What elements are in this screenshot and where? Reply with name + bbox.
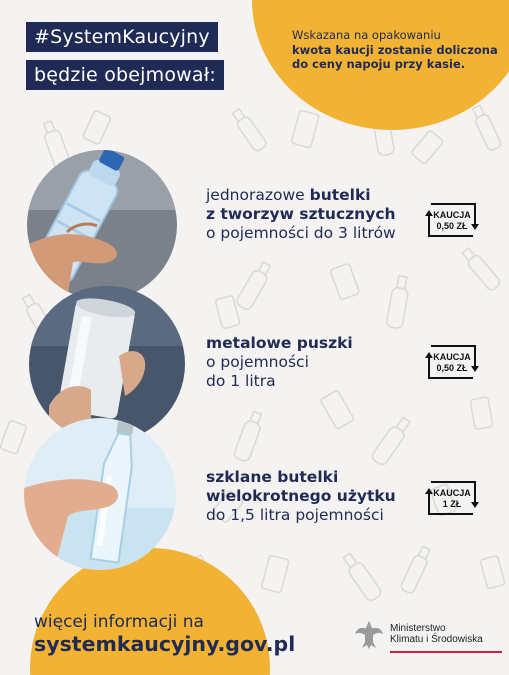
item-2-line-3: do 1 litra bbox=[206, 372, 276, 390]
deposit-return-icon bbox=[425, 342, 479, 382]
ministry-logo bbox=[354, 618, 483, 650]
plastic-bottle-photo bbox=[27, 150, 177, 300]
deposit-value: 0,50 ZŁ bbox=[436, 363, 468, 373]
item-metal-cans-text bbox=[206, 334, 353, 391]
ministry-name-line-2: Klimatu i Środowiska bbox=[390, 634, 483, 645]
polish-eagle-emblem-icon bbox=[354, 618, 384, 650]
ministry-name bbox=[390, 623, 483, 646]
website-link[interactable]: systemkaucyjny.gov.pl bbox=[34, 632, 296, 656]
item-2-line-2: o pojemności bbox=[206, 353, 309, 371]
item-2-line-1: metalowe puszki bbox=[206, 334, 353, 352]
headline-subtitle: będzie obejmował: bbox=[26, 60, 224, 90]
item-1-line-2: z tworzyw sztucznych bbox=[206, 205, 396, 223]
item-1-line-1-bold: butelki bbox=[309, 186, 371, 204]
item-3-line-1: szklane butelki bbox=[206, 468, 339, 486]
deposit-badge-cans bbox=[425, 342, 479, 382]
deposit-return-icon bbox=[425, 200, 479, 240]
ministry-name-line-1: Ministerstwo bbox=[390, 622, 446, 634]
item-glass-bottles-text bbox=[206, 468, 396, 525]
ministry-red-line bbox=[390, 651, 502, 653]
item-3-line-2: wielokrotnego użytku bbox=[206, 487, 396, 505]
deposit-label: KAUCJA bbox=[433, 488, 471, 498]
deposit-value: 0,50 ZŁ bbox=[436, 221, 468, 231]
deposit-return-icon bbox=[425, 478, 479, 518]
headline bbox=[26, 22, 224, 90]
deposit-badge-glass bbox=[425, 478, 479, 518]
deposit-badge-plastic bbox=[425, 200, 479, 240]
headline-hashtag: #SystemKaucyjny bbox=[26, 22, 218, 52]
item-1-line-3: o pojemności do 3 litrów bbox=[206, 224, 396, 242]
more-info-text: więcej informacji na bbox=[34, 612, 204, 632]
deposit-value: 1 ZŁ bbox=[442, 499, 462, 509]
glass-bottle-photo bbox=[24, 418, 176, 570]
deposit-label: KAUCJA bbox=[433, 210, 471, 220]
item-3-line-3: do 1,5 litra pojemności bbox=[206, 506, 384, 524]
item-1-line-1-regular: jednorazowe bbox=[206, 186, 310, 204]
deposit-note-bold: kwota kaucji zostanie doliczona do ceny napoju przy kasie. bbox=[292, 42, 498, 71]
deposit-note-regular: Wskazana na opakowaniu bbox=[292, 28, 441, 42]
deposit-note bbox=[292, 28, 502, 72]
item-plastic-bottles-text bbox=[206, 186, 396, 243]
deposit-label: KAUCJA bbox=[433, 352, 471, 362]
